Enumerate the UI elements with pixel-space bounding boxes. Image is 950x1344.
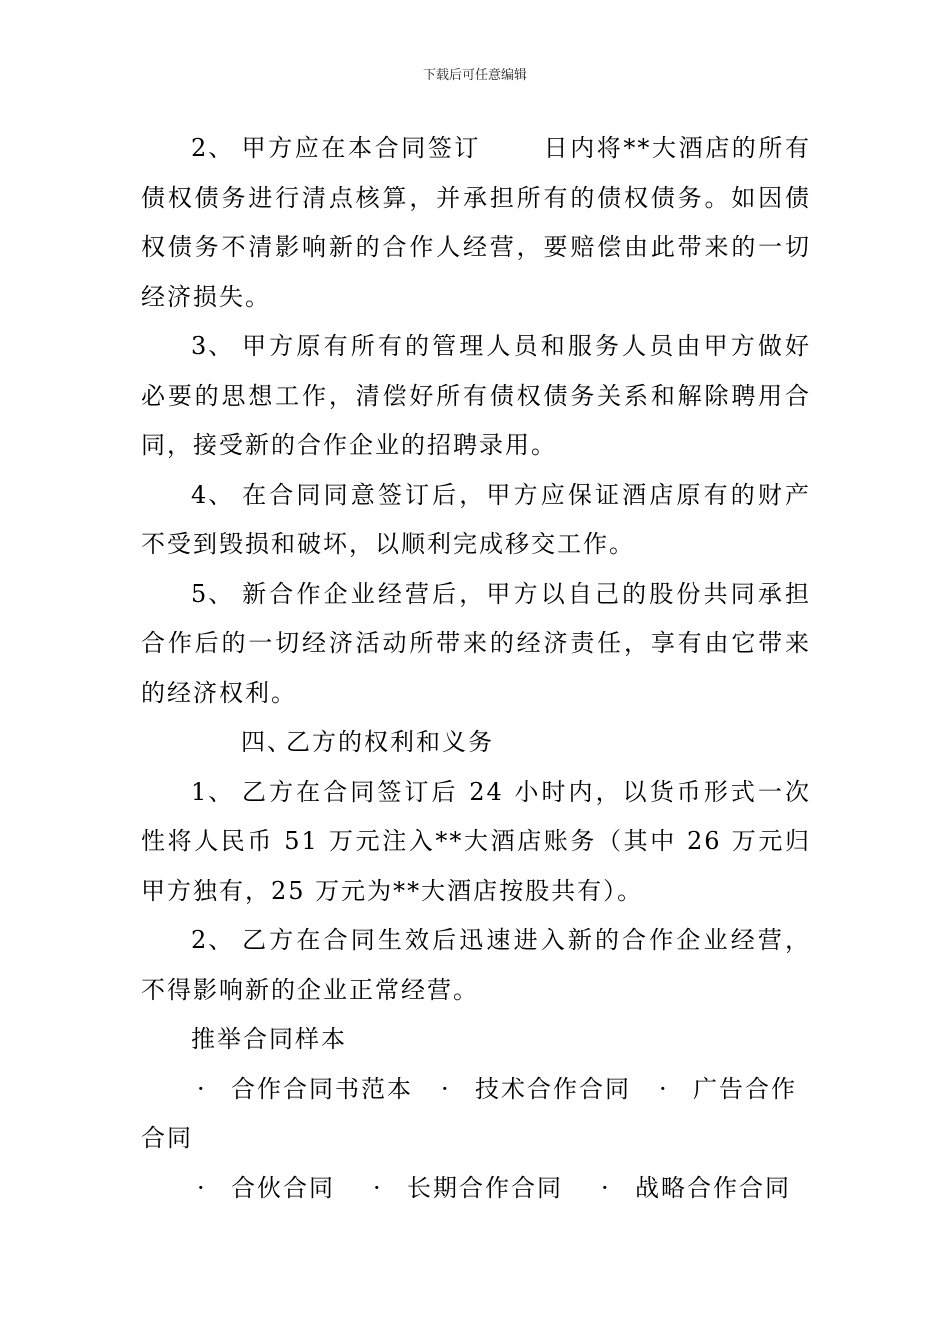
clause-text: 乙方在合同签订后 24 小时内，以货币形式一次性将人民币 51 万元注入**大酒店账务（其中 26 万元归甲方独有，25 万元为**大酒店按股共有）。 bbox=[141, 777, 811, 905]
page-header: 下载后可任意编辑 bbox=[422, 68, 527, 83]
link-advertising-cooperation-contract[interactable]: 广告合作合同 bbox=[141, 1074, 797, 1152]
clause-number: 1、 bbox=[191, 777, 235, 806]
bullet-icon: · bbox=[373, 1173, 383, 1202]
clause-text: 新合作企业经营后，甲方以自己的股份共同承担合作后的一切经济活动所带来的经济责任，享有由它带来的经济权利。 bbox=[141, 579, 811, 707]
clause-4 bbox=[141, 471, 811, 570]
bullet-icon: · bbox=[441, 1074, 451, 1103]
clause-number: 2、 bbox=[191, 926, 235, 954]
party-b-clause-2 bbox=[141, 916, 811, 1015]
bullet-icon: · bbox=[601, 1173, 611, 1202]
clause-2 bbox=[141, 124, 811, 322]
clause-5 bbox=[141, 570, 811, 719]
bullet-icon: · bbox=[659, 1074, 669, 1103]
recommend-title: 推举合同样本 bbox=[191, 1025, 347, 1053]
clause-number: 5、 bbox=[191, 579, 235, 608]
link-technical-cooperation-contract[interactable]: 技术合作合同 bbox=[475, 1074, 631, 1103]
document-body bbox=[141, 124, 811, 1213]
clause-text: 在合同同意签订后，甲方应保证酒店原有的财产不受到毁损和破坏，以顺利完成移交工作。 bbox=[141, 480, 811, 558]
bullet-icon: · bbox=[197, 1173, 207, 1202]
section-number: 四、 bbox=[241, 728, 293, 756]
clause-text: 日内将**大酒店的所有债权债务进行清点核算，并承担所有的债权债务。如因债权债务不清影响新的合作人经营，要赔偿由此带来的一切经济损失。 bbox=[141, 134, 811, 311]
clause-text: 乙方在合同生效后迅速进入新的合作企业经营，不得影响新的企业正常经营。 bbox=[141, 926, 811, 1004]
recommend-links-row-1 bbox=[141, 1065, 811, 1164]
clause-number: 4、 bbox=[191, 480, 235, 509]
link-long-term-cooperation-contract[interactable]: 长期合作合同 bbox=[407, 1173, 563, 1202]
recommend-links-row-2 bbox=[141, 1164, 811, 1214]
link-partnership-contract[interactable]: 合伙合同 bbox=[231, 1173, 335, 1202]
section-heading bbox=[141, 718, 811, 768]
clause-3 bbox=[141, 322, 811, 471]
link-cooperation-contract-template[interactable]: 合作合同书范本 bbox=[231, 1074, 413, 1103]
link-strategic-cooperation-contract[interactable]: 战略合作合同 bbox=[635, 1173, 791, 1202]
clause-text: 甲方原有所有的管理人员和服务人员由甲方做好必要的思想工作，清偿好所有债权债务关系和解除聘用合同，接受新的合作企业的招聘录用。 bbox=[141, 332, 811, 459]
clause-number: 3、 bbox=[191, 332, 235, 360]
bullet-icon: · bbox=[197, 1074, 207, 1103]
party-b-clause-1 bbox=[141, 768, 811, 917]
clause-text: 甲方应在本合同签订 bbox=[241, 134, 481, 162]
clause-number: 2、 bbox=[191, 134, 235, 162]
section-title: 乙方的权利和义务 bbox=[286, 728, 494, 756]
